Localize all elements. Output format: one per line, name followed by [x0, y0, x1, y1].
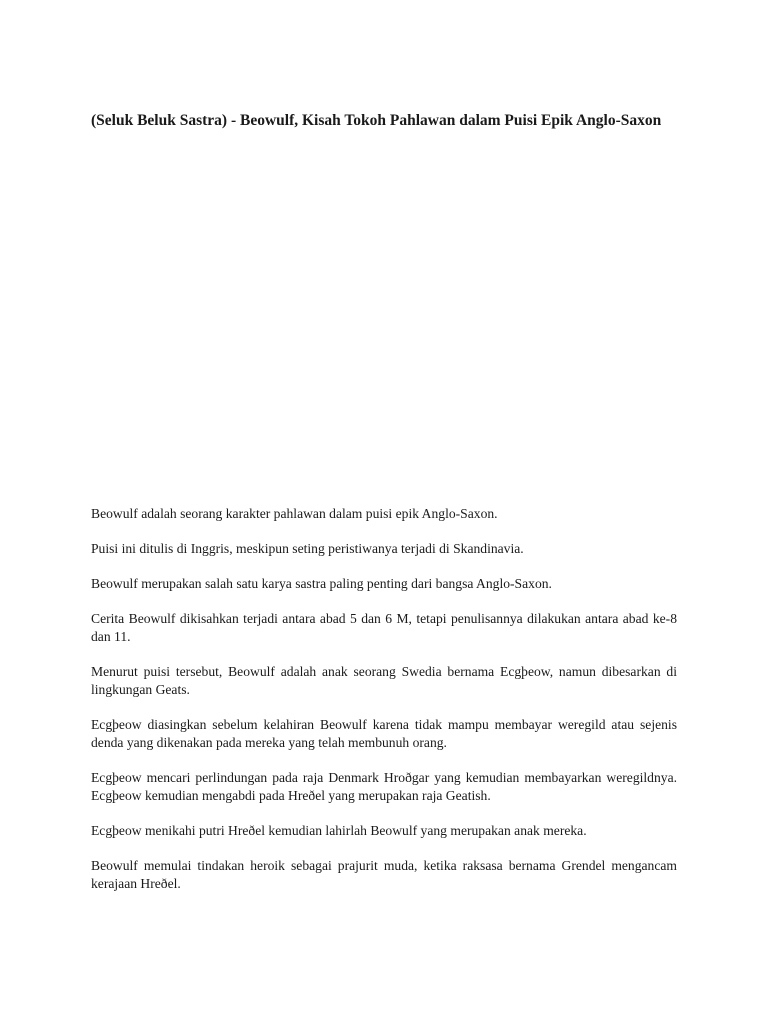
paragraph: Beowulf merupakan salah satu karya sastra paling penting dari bangsa Anglo-Saxon. [91, 576, 552, 591]
paragraph: Beowulf adalah seorang karakter pahlawan dalam puisi epik Anglo-Saxon. [91, 506, 498, 521]
paragraph: Cerita Beowulf dikisahkan terjadi antara abad 5 dan 6 M, tetapi penulisannya dilakukan antara abad ke-8 dan 11. [91, 611, 677, 644]
document-body [91, 505, 677, 910]
paragraph: Menurut puisi tersebut, Beowulf adalah anak seorang Swedia bernama Ecgþeow, namun dibesarkan di lingkungan Geats. [91, 664, 677, 697]
paragraph: Ecgþeow diasingkan sebelum kelahiran Beowulf karena tidak mampu membayar weregild atau sejenis denda yang dikenakan pada mereka yang telah membunuh orang. [91, 717, 677, 750]
paragraph: Beowulf memulai tindakan heroik sebagai prajurit muda, ketika raksasa bernama Grendel mengancam kerajaan Hreðel. [91, 858, 677, 891]
paragraph: Puisi ini ditulis di Inggris, meskipun seting peristiwanya terjadi di Skandinavia. [91, 541, 524, 556]
paragraph: Ecgþeow mencari perlindungan pada raja Denmark Hroðgar yang kemudian membayarkan weregildnya. Ecgþeow kemudian mengabdi pada Hreðel yang merupakan raja Geatish. [91, 770, 677, 803]
document-title: (Seluk Beluk Sastra) - Beowulf, Kisah Tokoh Pahlawan dalam Puisi Epik Anglo-Saxon [91, 112, 662, 129]
paragraph: Ecgþeow menikahi putri Hreðel kemudian lahirlah Beowulf yang merupakan anak mereka. [91, 823, 587, 838]
